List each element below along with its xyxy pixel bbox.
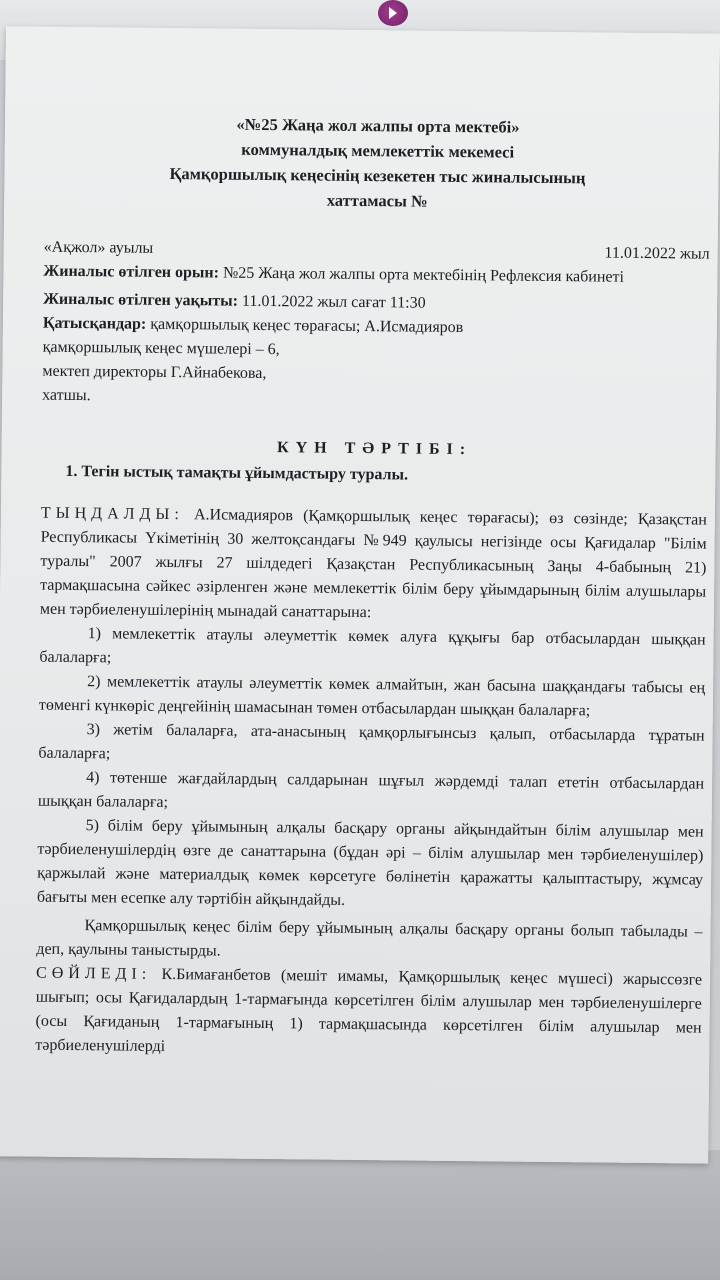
venue-label: Жиналыс өтілген орын:: [43, 262, 220, 282]
list-item-4: 4) төтенше жағдайлардың салдарынан шұғыл жәрдемді талап ететін отбасылардан шыққан балаларға;: [37, 769, 705, 811]
title-line-3: Қамқоршылық кеңесінің кезекетен тыс жиналысының: [169, 163, 586, 188]
purple-pin-icon: [378, 0, 408, 26]
list-item-3: 3) жетім балаларға, ата-анасының қамқорлығынсыз қалып, отбасыларда тұратын балаларға;: [38, 721, 705, 763]
spoke-text: К.Бимағанбетов (мешіт имамы, Қамқоршылық кеңес мүшесі) жарыссөзге шығып; осы Қағидалардың 1-тармағында көрсетілген білім алушылар мен тәрбиеленушілерге (осы Қағиданың 1-тармағының 1) тармақшасында көрсетілген білім алушылар мен тәрбиеленушілерді: [35, 965, 703, 1055]
heard-paragraph: [40, 502, 707, 629]
participants-line-2: қамқоршылық кеңес мүшелері – 6,: [42, 338, 280, 359]
agenda-item-1: 1. Тегін ыстық тамақты ұйымдастыру туралы.: [65, 462, 409, 484]
document-body: [35, 502, 707, 1065]
title-line-1: «№25 Жаңа жол жалпы орта мектебі»: [236, 114, 520, 137]
list-item-5: 5) білім беру ұйымының алқалы басқару органы айқындайтын білім алушылар мен тәрбиеленушілердің өзге де санаттарына (бұдан әрі – білім алушылар мен тәрбиеленушілер) қаржылай және материалдық көмек көрсетуге бөлінетін қаражатты қалыптастыру, жұмсау бағыты мен есепке алу тәртібін айқындайды.: [36, 817, 704, 909]
place-name: «Ақжол» ауылы: [43, 238, 154, 257]
title-line-4: хаттамасы №: [326, 190, 428, 211]
participants-line-3: мектеп директоры Г.Айнабекова,: [42, 362, 267, 383]
meeting-meta: [42, 260, 710, 415]
participants-line-4: хатшы.: [42, 386, 91, 405]
spoke-paragraph: [35, 962, 702, 1065]
title-line-2: коммуналдық мемлекеттік мекемесі: [241, 139, 515, 162]
document-date: 11.01.2022 жыл: [604, 244, 710, 263]
participants-value: қамқоршылық кеңес төрағасы; А.Исмадияров: [146, 315, 464, 337]
document-content: [35, 111, 711, 1065]
venue-value: №25 Жаңа жол жалпы орта мектебінің Рефлексия кабинеті: [218, 264, 625, 286]
time-value: 11.01.2022 жыл сағат 11:30: [237, 292, 426, 312]
participants-label: Қатысқандар:: [42, 314, 147, 333]
list-item-2: 2) мемлекеттік атаулы әлеуметтік көмек алмайтын, жан басына шаққандағы табысы ең төменгі күнкөріс деңгейінің шамасынан төмен отбасылардан шыққан балаларға;: [38, 673, 706, 720]
document-title: [44, 111, 711, 217]
agenda-heading: КҮН ТӘРТІБІ:: [276, 439, 473, 459]
time-label: Жиналыс өтілген уақыты:: [43, 290, 239, 310]
list-item-1: 1) мемлекеттік атаулы әлеуметтік көмек алуға құқығы бар отбасылардан шыққан балаларға;: [39, 625, 706, 667]
heard-label: ТЫҢДАЛДЫ:: [40, 504, 184, 524]
document-page: [0, 26, 720, 1163]
conclusion-paragraph: Қамқоршылық кеңес білім беру ұйымының алқалы басқару органы болып табылады – деп, қаулыны таныстырды.: [36, 917, 703, 960]
heard-text: А.Исмадияров (Қамқоршылық кеңес төрағасы); өз сөзінде; Қазақстан Республикасы Үкіметінің 30 желтоқсандағы №949 қаулысы негізінде осы Қағидалар "Білім туралы" 2007 жылғы 27 шілдедегі Қазақстан Республикасының Заңы 4-бабының 21) тармақшасына сәйкес әзірленген және мемлекеттік білім беру ұйымдарының білім алушылары мен тәрбиеленушілерінің мынадай санаттарына:: [39, 506, 707, 622]
background-bottom: [0, 1150, 720, 1280]
spoke-label: СӨЙЛЕДІ:: [36, 964, 152, 983]
